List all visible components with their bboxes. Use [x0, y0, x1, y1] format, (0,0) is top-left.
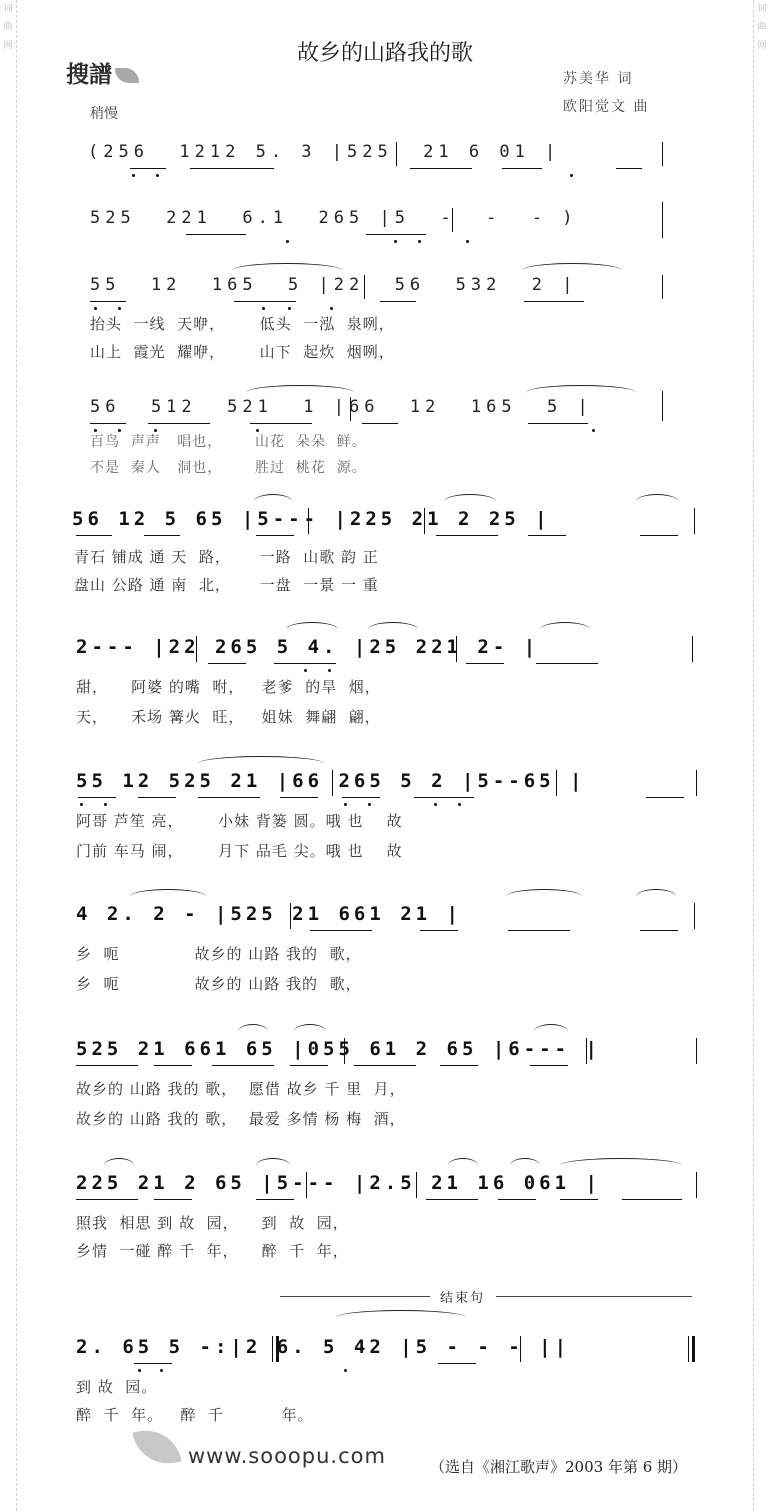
lyrics-verse-1: 甜， 阿婆 的嘴 咐， 老爹 的旱 烟，: [76, 678, 381, 696]
notation: 2. 65 5 -:|2 6. 5 42 |5 - - - ||: [76, 1336, 571, 1358]
notation: 55 12 525 21 |66 265 5 2 |5--65 |: [76, 770, 586, 792]
lyrics-verse-1: 乡 呃 故乡的 山路 我的 歌，: [76, 945, 362, 963]
lyrics-verse-2: 盘山 公路 通 南 北， 一盘 一景 一 重: [74, 576, 379, 594]
logo-text: 搜譜: [66, 62, 112, 88]
lyrics-verse-1: 抬头 一线 天咿， 低头 一泓 泉咧，: [90, 315, 395, 333]
lyrics-verse-1: 照我 相思 到 故 园， 到 故 园，: [76, 1214, 349, 1232]
lyrics-verse-2: 乡情 一碰 醉 千 年， 醉 千 年，: [76, 1242, 349, 1260]
ending-bracket-left: [280, 1296, 430, 1297]
notation: 525 221 6.1 265 |5 - - - ): [90, 208, 578, 228]
site-logo: [66, 56, 142, 89]
lyrics-verse-2: 天， 禾场 篝火 旺， 姐妹 舞翩 翩，: [76, 708, 381, 726]
lyrics-verse-1: 百鸟 声声 唱也， 山花 朵朵 鲜。: [90, 434, 367, 450]
lyrics-verse-1: 故乡的 山路 我的 歌， 愿借 故乡 千 里 月，: [76, 1080, 406, 1098]
tempo-marking: 稍慢: [90, 106, 118, 122]
source-note: （选自《湘江歌声》2003 年第 6 期）: [430, 1458, 688, 1476]
lyrics-verse-1: 青石 铺成 通 天 路， 一路 山歌 韵 正: [74, 548, 379, 566]
lyrics-verse-1: 阿哥 芦笙 亮， 小妹 背篓 圆。哦 也 故: [76, 812, 403, 830]
lyricist-credit: 苏美华 词: [563, 71, 634, 87]
notation: 56 512 521 1 |66 12 165 5 |: [90, 397, 593, 417]
notation: 56 12 5 65 |5--- |225 21 2 25 |: [72, 508, 551, 530]
lyrics-verse-2: 门前 车马 闹， 月下 品毛 尖。哦 也 故: [76, 842, 403, 860]
ending-label: 结束句: [440, 1291, 486, 1306]
left-edge-watermark: 词 曲 网: [0, 0, 17, 1511]
notation: 4 2. 2 - |525 21 661 21 |: [76, 903, 462, 925]
notation: 2--- |22 265 5 4. |25 221 2- |: [76, 636, 540, 658]
ending-bracket-right: [496, 1296, 692, 1297]
lyrics-verse-2: 山上 霞光 耀咿， 山下 起炊 烟咧，: [90, 343, 395, 361]
lyrics-verse-2: 乡 呃 故乡的 山路 我的 歌，: [76, 975, 362, 993]
lyrics-verse-1: 到 故 园。: [76, 1378, 158, 1396]
website-link[interactable]: www.sooopu.com: [188, 1444, 386, 1468]
site-leaf-icon: [133, 1424, 182, 1470]
notation: 55 12 165 5 |22 56 532 2 |: [90, 275, 578, 295]
right-edge-watermark: 词 曲 网: [753, 0, 770, 1511]
composer-credit: 欧阳觉文 曲: [563, 99, 650, 115]
notation: 525 21 661 65 |055 61 2 65 |6--- |: [76, 1038, 601, 1060]
lyrics-verse-2: 不是 秦人 洞也， 胜过 桃花 源。: [90, 460, 367, 476]
notation: 225 21 2 65 |5--- |2.5 21 16 061 |: [76, 1172, 601, 1194]
lyrics-verse-2: 故乡的 山路 我的 歌， 最爱 多情 杨 梅 酒，: [76, 1110, 406, 1128]
song-title: 故乡的山路我的歌: [296, 41, 473, 66]
notation: (256 1212 5. 3 |525 21 6 01 |: [88, 142, 561, 162]
lyrics-verse-2: 醉 千 年。 醉 千 年。: [76, 1406, 314, 1424]
leaf-icon: [115, 68, 139, 83]
